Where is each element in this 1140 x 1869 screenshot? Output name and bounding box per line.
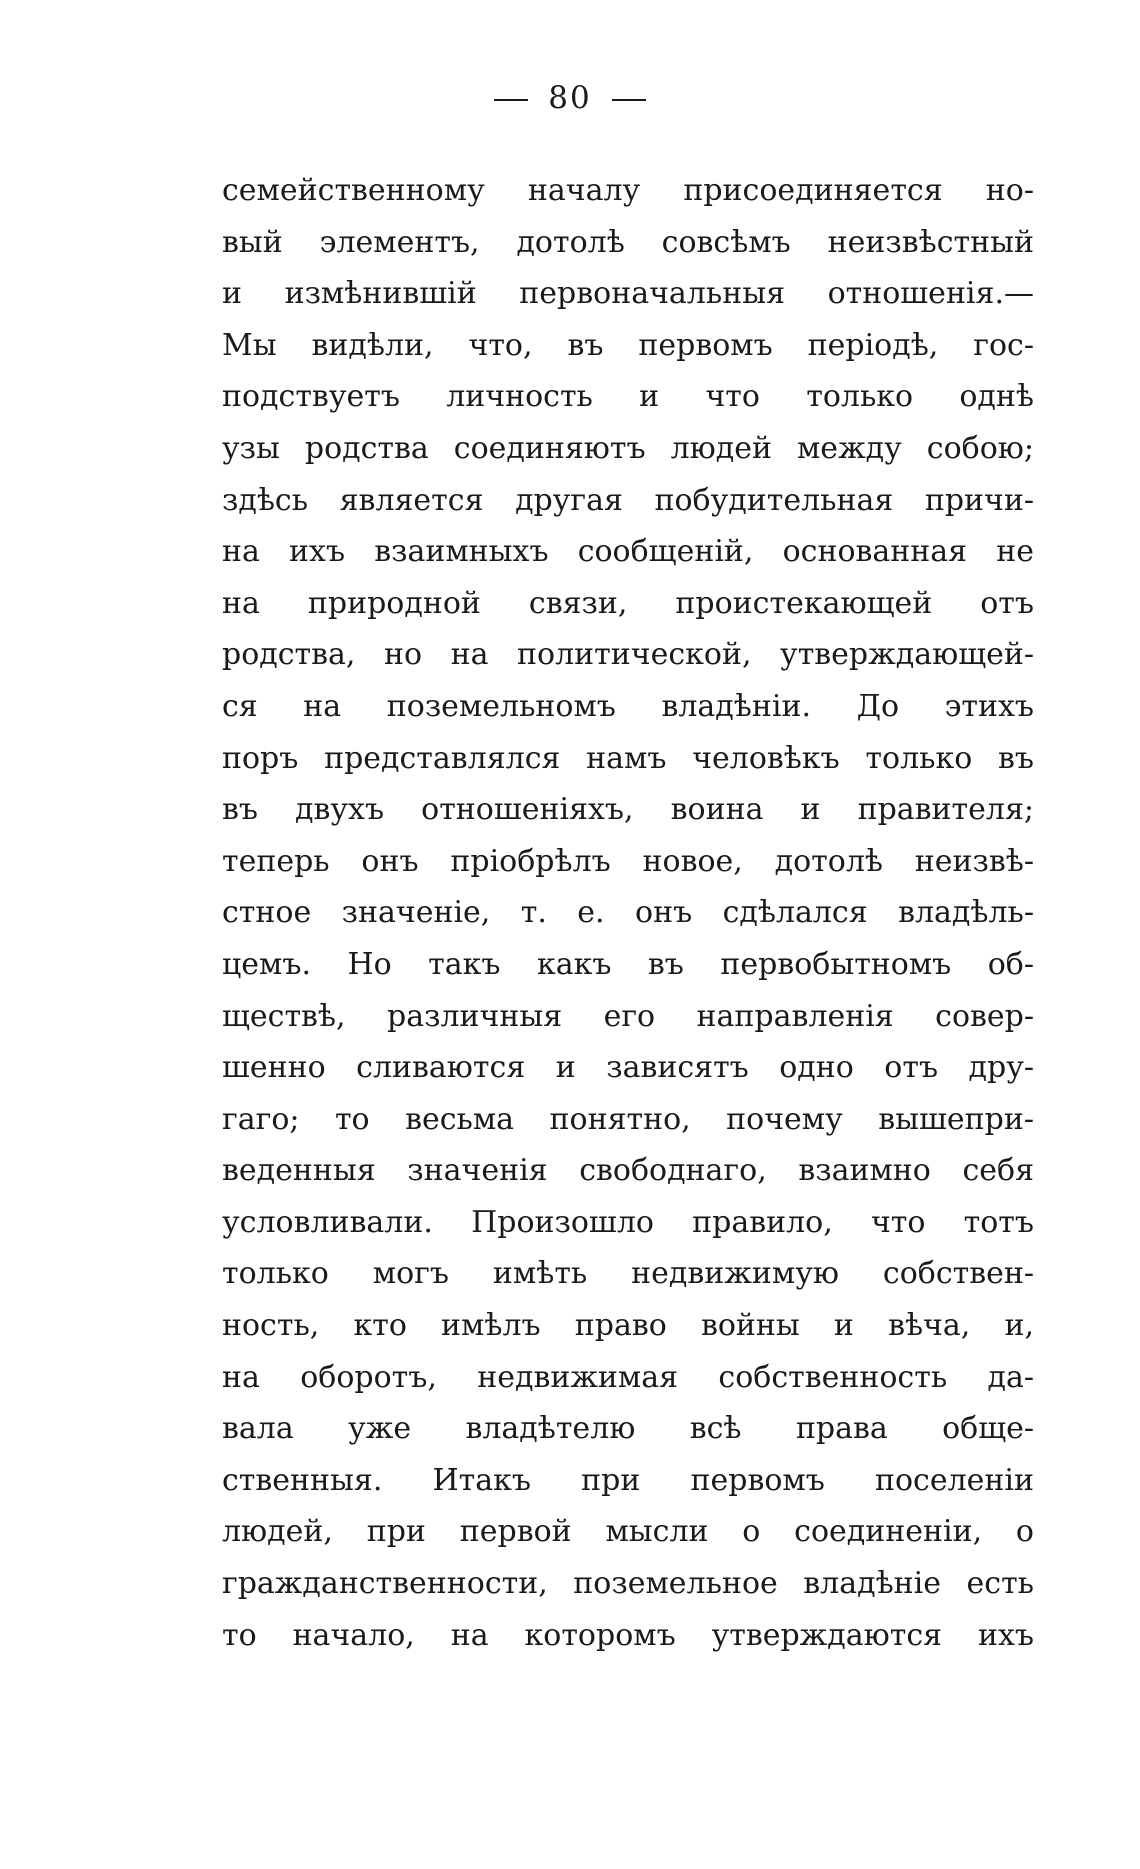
text-line: вый элементъ, дотолѣ совсѣмъ неизвѣстный	[222, 224, 1034, 260]
text-line: родства, но на политической, утверждающей-	[222, 637, 1034, 673]
text-line: шенно сливаются и зависятъ одно отъ дру-	[222, 1050, 1034, 1086]
text-line: здѣсь является другая побудительная причи-	[222, 482, 1034, 518]
header-dash-right	[612, 99, 646, 101]
text-line: условливали. Произошло правило, что тотъ	[222, 1204, 1034, 1240]
text-line: людей, при первой мысли о соединеніи, о	[222, 1514, 1034, 1550]
text-line: гражданственности, поземельное владѣніе есть	[222, 1566, 1034, 1602]
text-line: и измѣнившій первоначальныя отношенія.—	[222, 276, 1034, 312]
text-line: теперь онъ пріобрѣлъ новое, дотолѣ неизвѣ-	[222, 843, 1034, 879]
page-header	[0, 80, 1140, 116]
text-line: на природной связи, проистекающей отъ	[222, 585, 1034, 621]
body-text	[222, 165, 1034, 1661]
text-line: поръ представлялся намъ человѣкъ только въ	[222, 740, 1034, 776]
text-line: только могъ имѣть недвижимую собствен-	[222, 1256, 1034, 1292]
text-line: ществѣ, различныя его направленія совер-	[222, 998, 1034, 1034]
text-line: узы родства соединяютъ людей между собою;	[222, 430, 1034, 466]
text-line: на ихъ взаимныхъ сообщеній, основанная не	[222, 534, 1034, 570]
text-line: то начало, на которомъ утверждаются ихъ	[222, 1617, 1034, 1653]
text-line: гаго; то весьма понятно, почему вышепри-	[222, 1101, 1034, 1137]
text-line: ственныя. Итакъ при первомъ поселеніи	[222, 1462, 1034, 1498]
text-line: стное значеніе, т. е. онъ сдѣлался владѣль-	[222, 895, 1034, 931]
text-line: цемъ. Но такъ какъ въ первобытномъ об-	[222, 946, 1034, 982]
text-line: вала уже владѣтелю всѣ права обще-	[222, 1411, 1034, 1447]
text-line: на оборотъ, недвижимая собственность да-	[222, 1359, 1034, 1395]
text-line: въ двухъ отношеніяхъ, воина и правителя;	[222, 792, 1034, 828]
page-number: 80	[548, 80, 592, 116]
text-line: веденныя значенія свободнаго, взаимно себя	[222, 1153, 1034, 1189]
header-dash-left	[494, 99, 528, 101]
text-line: подствуетъ личность и что только однѣ	[222, 379, 1034, 415]
text-line: ность, кто имѣлъ право войны и вѣча, и,	[222, 1308, 1034, 1344]
text-line: семейственному началу присоединяется но-	[222, 173, 1034, 208]
text-line: Мы видѣли, что, въ первомъ періодѣ, гос-	[222, 327, 1034, 363]
text-line: ся на поземельномъ владѣніи. До этихъ	[222, 688, 1034, 724]
